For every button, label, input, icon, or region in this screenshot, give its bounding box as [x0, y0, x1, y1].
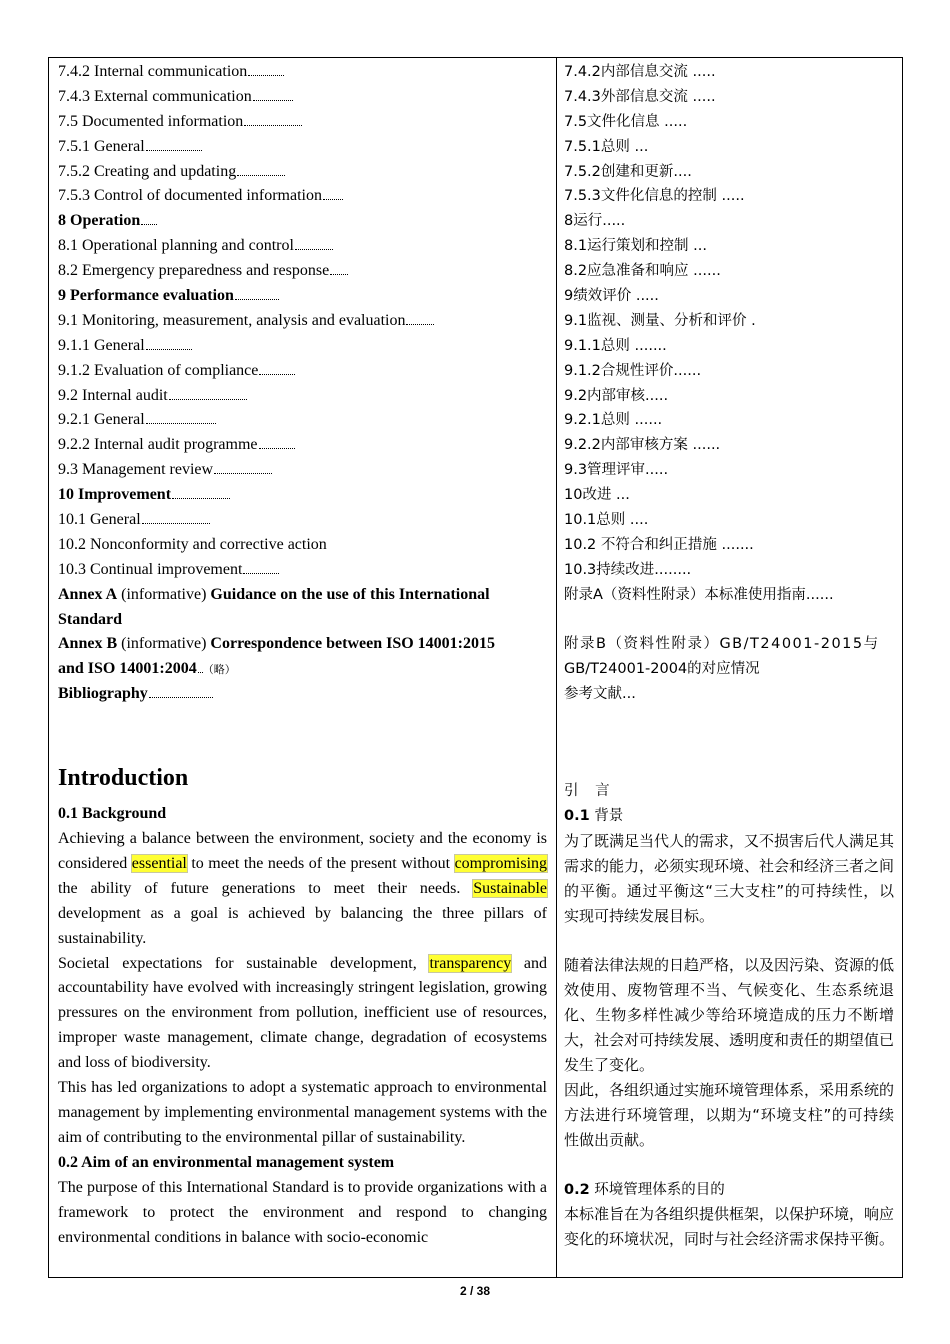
toc-entry-zh: 10.3持续改进........ [564, 561, 692, 578]
toc-entry-zh: 7.4.2内部信息交流 ..... [564, 64, 716, 80]
toc-entry: 9.3 Management review [58, 458, 547, 483]
toc-entry: 9.1 Monitoring, measurement, analysis and evaluation [58, 309, 547, 334]
highlight-essential: essential [131, 854, 187, 872]
aim-heading-zh: 0.2 环境管理体系的目的 [564, 1181, 725, 1198]
introduction-heading-zh: 引 言 [564, 783, 616, 800]
toc-entry-zh: 9.1.1总则 ....... [564, 337, 667, 354]
toc-entry: 7.5.1 General [58, 135, 547, 160]
toc-entry-zh: 8运行..... [564, 213, 626, 230]
toc-entry: 7.4.3 External communication [58, 85, 547, 110]
chinese-column [564, 60, 894, 1252]
background-paragraph-zh-3: 因此，各组织通过实施环境管理体系，采用系统的方法进行环境管理，以期为“环境支柱”的可持续性做出贡献。 [564, 1080, 895, 1149]
highlight-compromising: compromising [454, 854, 548, 872]
toc-entry: 7.5 Documented information [58, 110, 547, 135]
highlight-transparency: transparency [429, 954, 512, 972]
toc-entry-zh: 9.2.2内部审核方案 ...... [564, 437, 721, 454]
toc-entry: 7.5.2 Creating and updating [58, 160, 547, 185]
toc-entry: 8 Operation [58, 209, 547, 234]
bibliography-zh: 参考文献... [564, 686, 636, 703]
column-divider [556, 58, 557, 1277]
aim-heading: 0.2 Aim of an environmental management system [58, 1153, 395, 1171]
page-number: 2 / 38 [459, 1284, 491, 1298]
toc-entry-zh: 9.1.2合规性评价...... [564, 362, 702, 379]
toc-entry-zh: 8.1运行策划和控制 ... [564, 238, 707, 255]
annex-b-zh-line-1: 附录B（资料性附录）GB/T24001-2015与 [564, 636, 880, 653]
toc-entry-zh: 7.5文件化信息 ..... [564, 113, 688, 130]
toc-entry-zh: 10.2 不符合和纠正措施 ....... [564, 536, 754, 553]
toc-entry: 9.2 Internal audit [58, 384, 547, 409]
toc-entry: 10.1 General [58, 508, 547, 533]
introduction-heading: Introduction [58, 765, 189, 792]
bilingual-table [48, 57, 903, 1278]
toc-entry: 7.5.3 Control of documented information [58, 184, 547, 209]
toc-entry: 9.1.1 General [58, 334, 547, 359]
english-column [58, 60, 547, 1250]
toc-entry-zh: 9.1监视、测量、分析和评价 . [564, 312, 756, 329]
toc-entry-zh: 7.4.3外部信息交流 ..... [564, 88, 716, 105]
toc-entry-zh: 7.5.3文件化信息的控制 ..... [564, 188, 745, 205]
annex-a-line-1: Annex A (informative) Guidance on the use of this International [58, 585, 490, 603]
annex-b-zh-line-2: GB/T24001-2004的对应情况 [564, 661, 760, 678]
background-paragraph-zh-2: 随着法律法规的日趋严格，以及因污染、资源的低效使用、废物管理不当、气候变化、生态系统退化、生物多样性减少等给环境造成的压力不断增大，社会对可持续发展、透明度和责任的期望值已发生了变化。 [564, 956, 895, 1075]
aim-paragraph-zh: 本标准旨在为各组织提供框架，以保护环境，响应变化的环境状况，同时与社会经济需求保持平衡。 [564, 1205, 895, 1249]
toc-entry: 9.2.1 General [58, 408, 547, 433]
toc-entry: 8.1 Operational planning and control [58, 234, 547, 259]
toc-entry-zh: 9绩效评价 ..... [564, 288, 659, 305]
annex-b-line-1: Annex B (informative) Correspondence between ISO 14001:2015 [58, 635, 495, 653]
aim-paragraph: The purpose of this International Standard is to provide organizations with a framework to protect the environment and respond to changing environmental conditions in balance with socio-economic [58, 1178, 547, 1246]
background-paragraph-1: Achieving a balance between the environment, society and the economy is considered essential to meet the needs of the present without compromising the ability of future generations to meet their needs. Sustainable development as a goal is achieved by balancing the three pillars of sustainability. [58, 830, 548, 947]
toc-entry: 9 Performance evaluation [58, 284, 547, 309]
toc-entry: 10.2 Nonconformity and corrective action [58, 535, 327, 553]
highlight-sustainable: Sustainable [473, 879, 548, 897]
background-paragraph-2: Societal expectations for sustainable development, transparency and accountability have evolved with increasingly stringent legislation, growing pressures on the environment from pollution, inefficient use of resources, improper waste management, climate change, degradation of ecosystems and loss of biodiversity. [58, 954, 548, 1072]
toc-entry-zh: 9.2.1总则 ...... [564, 412, 663, 429]
toc-entry: 10 Improvement [58, 483, 547, 508]
toc-entry: 9.1.2 Evaluation of compliance [58, 359, 547, 384]
toc-entry: 8.2 Emergency preparedness and response [58, 259, 547, 284]
toc-entry-zh: 7.5.2创建和更新.... [564, 163, 692, 180]
toc-entry: 10.3 Continual improvement [58, 558, 547, 583]
background-heading-zh: 0.1 背景 [564, 808, 624, 825]
toc-entry-zh: 7.5.1总则 ... [564, 138, 649, 155]
annex-a-line-2: Standard [58, 610, 123, 628]
background-paragraph-3: This has led organizations to adopt a systematic approach to environmental management by implementing environmental management systems with the aim of contributing to the environmental pillar of sustainability. [58, 1079, 547, 1146]
annex-b-line-2: and ISO 14001:2004 （略） [58, 660, 236, 678]
toc-entry-zh: 附录A（资料性附录）本标准使用指南...... [564, 586, 834, 603]
toc-entry: 9.2.2 Internal audit programme [58, 433, 547, 458]
bibliography-entry: Bibliography [58, 682, 547, 707]
toc-entry-zh: 9.2内部审核..... [564, 387, 669, 404]
toc-entry-zh: 10.1总则 .... [564, 512, 649, 529]
toc-entry-zh: 10改进 ... [564, 487, 630, 504]
background-paragraph-zh-1: 为了既满足当代人的需求，又不损害后代人满足其需求的能力，必须实现环境、社会和经济三者之间的平衡。通过平衡这“三大支柱”的可持续性，以实现可持续发展目标。 [564, 831, 895, 925]
background-heading: 0.1 Background [58, 805, 167, 823]
toc-chinese [564, 60, 894, 608]
toc-entry-zh: 9.3管理评审..... [564, 462, 669, 479]
toc-english [58, 60, 547, 583]
toc-entry-zh: 8.2应急准备和响应 ...... [564, 263, 721, 280]
toc-entry: 7.4.2 Internal communication [58, 60, 547, 85]
